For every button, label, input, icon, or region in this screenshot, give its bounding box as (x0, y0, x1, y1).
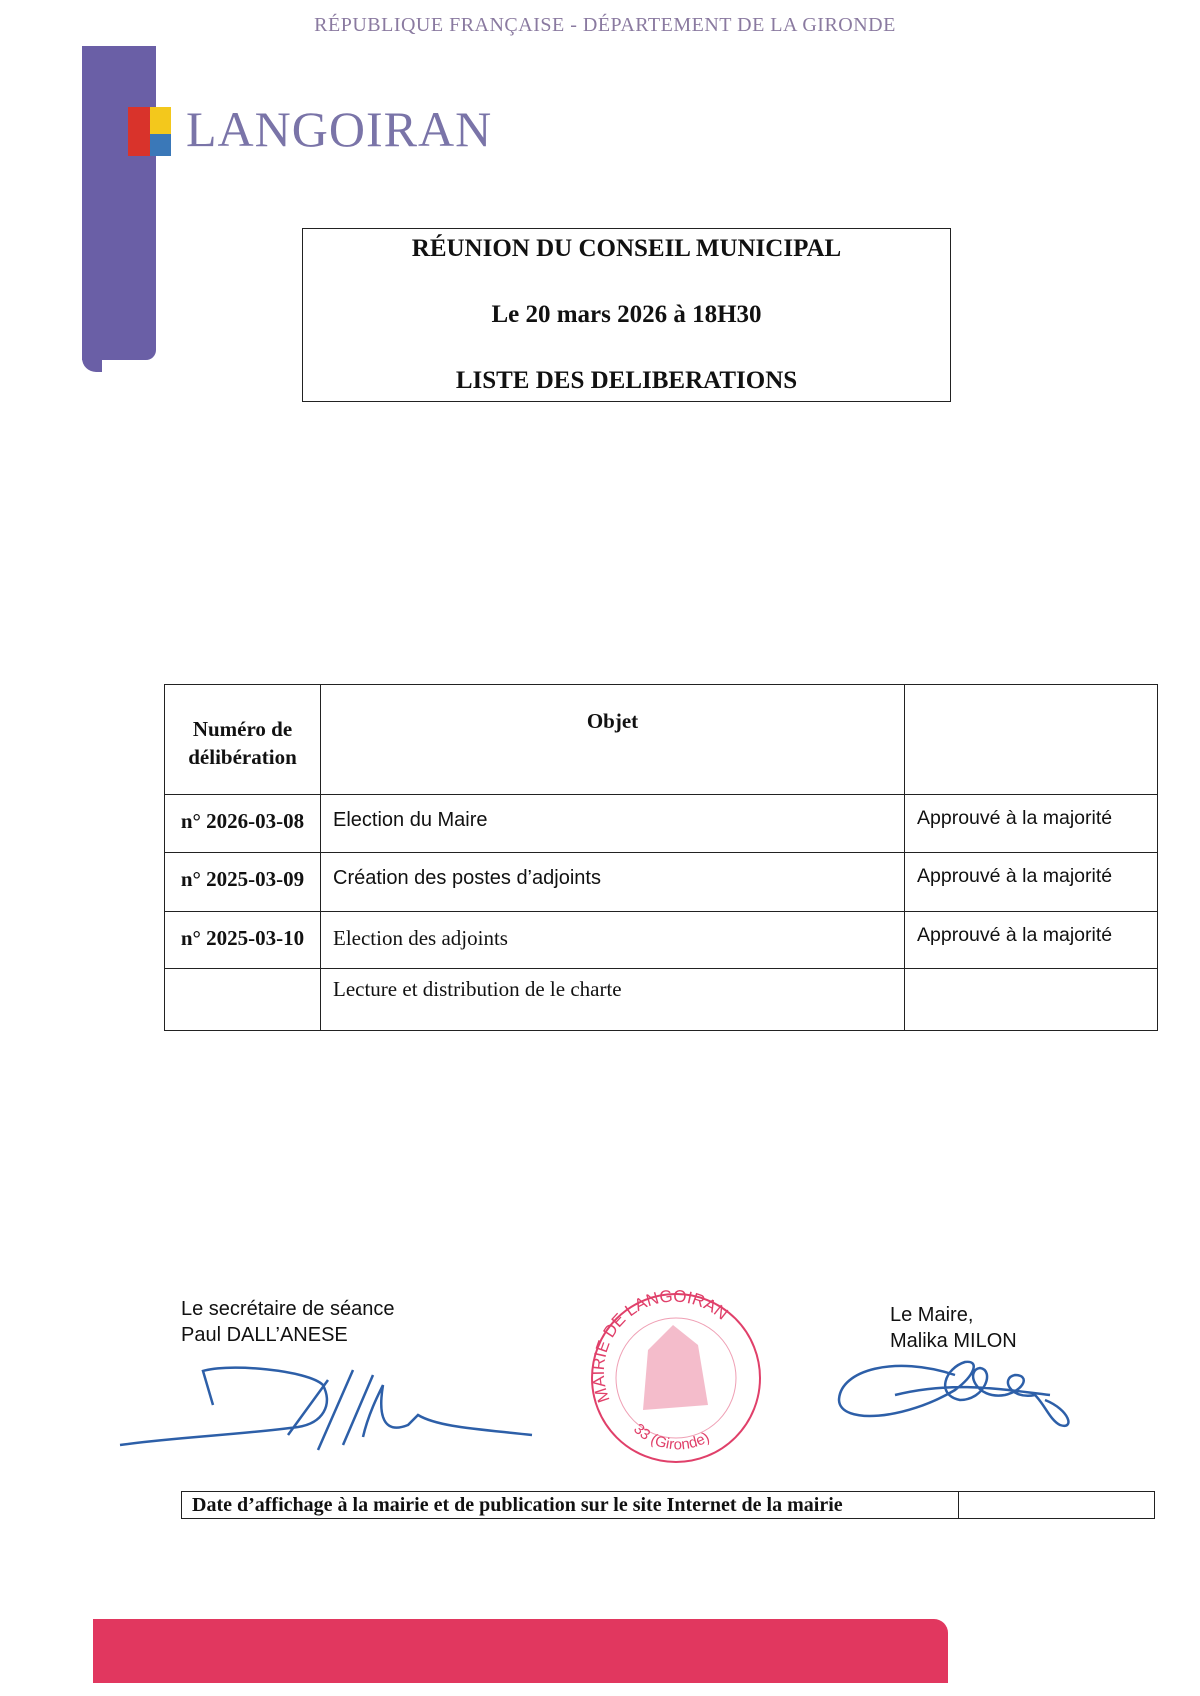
row-objet: Lecture et distribution de le charte (321, 969, 905, 1031)
mayor-signature (835, 1350, 1085, 1440)
meeting-title: RÉUNION DU CONSEIL MUNICIPAL (411, 235, 842, 262)
row-number (165, 969, 321, 1031)
secretary-signature (118, 1365, 538, 1465)
list-title: LISTE DES DELIBERATIONS (455, 367, 798, 394)
publication-label: Date d’affichage à la mairie et de publication sur le site Internet de la mairie (182, 1492, 959, 1518)
row-number: n° 2026-03-08 (165, 795, 321, 853)
svg-text:33 (Gironde) (630, 1420, 712, 1453)
title-box (302, 228, 951, 402)
row-result: Approuvé à la majorité (905, 912, 1158, 969)
table-row (165, 969, 1158, 1031)
secretary-title: Le secrétaire de séance (181, 1298, 395, 1320)
seal-subtext: 33 (Gironde) (630, 1420, 713, 1454)
mairie-seal (588, 1290, 764, 1466)
table-row (165, 853, 1158, 912)
row-objet: Election des adjoints (321, 912, 905, 969)
republic-header: RÉPUBLIQUE FRANÇAISE - DÉPARTEMENT DE LA GIRONDE (314, 14, 896, 36)
row-result: Approuvé à la majorité (905, 853, 1158, 912)
publication-date-box (181, 1491, 1155, 1519)
header-objet: Objet (321, 685, 905, 795)
row-result: Approuvé à la majorité (905, 795, 1158, 853)
city-logo-text: LANGOIRAN (186, 101, 493, 157)
mayor-title: Le Maire, (890, 1304, 974, 1326)
purple-band-decoration (82, 46, 156, 360)
mayor-name: Malika MILON (890, 1330, 1017, 1352)
header-result (905, 685, 1158, 795)
table-header-row (165, 685, 1158, 795)
coat-of-arms-icon (128, 107, 171, 156)
row-number: n° 2025-03-09 (165, 853, 321, 912)
secretary-name: Paul DALL’ANESE (181, 1324, 348, 1346)
row-objet: Création des postes d’adjoints (321, 853, 905, 912)
seal-text: MAIRIE DE LANGOIRAN (588, 1290, 732, 1405)
deliberations-table (164, 684, 1158, 1031)
pink-band-decoration (93, 1619, 948, 1683)
mayor-block (890, 1302, 1017, 1354)
row-objet: Election du Maire (321, 795, 905, 853)
row-number: n° 2025-03-10 (165, 912, 321, 969)
header-numero: Numéro de délibération (165, 685, 321, 795)
table-row (165, 795, 1158, 853)
row-result (905, 969, 1158, 1031)
meeting-date: Le 20 mars 2026 à 18H30 (491, 301, 762, 328)
secretary-block (181, 1296, 394, 1348)
table-row (165, 912, 1158, 969)
